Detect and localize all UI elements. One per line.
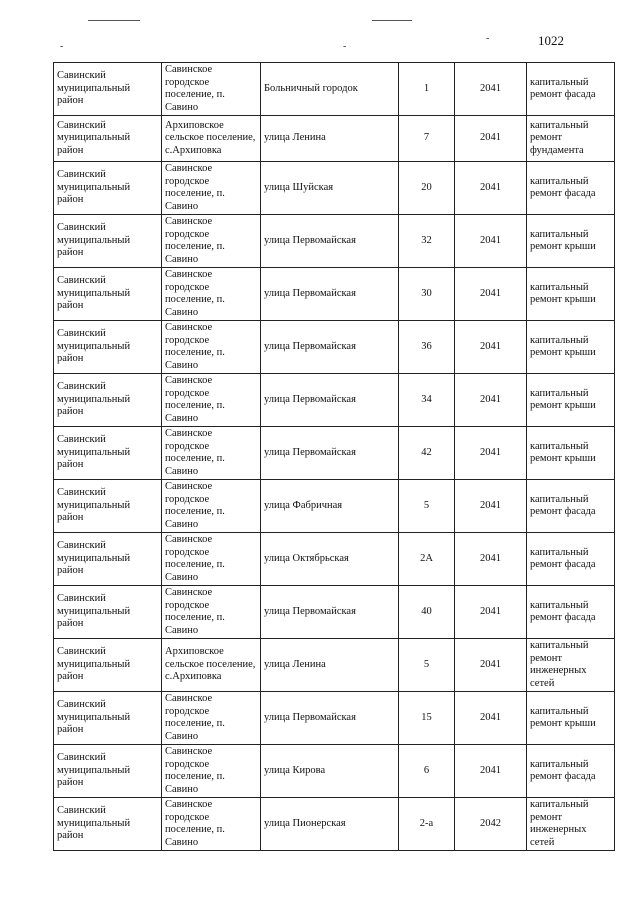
- street-cell: улица Октябрьская: [261, 533, 399, 586]
- table-row: [54, 63, 615, 116]
- table-row: [54, 798, 615, 851]
- house-number-cell: 40: [399, 586, 455, 639]
- street-cell: улица Первомайская: [261, 692, 399, 745]
- settlement-cell: Савинское городское поселение, п. Савино: [162, 586, 261, 639]
- street-cell: улица Ленина: [261, 116, 399, 162]
- street-cell: улица Кирова: [261, 745, 399, 798]
- work-type-cell: капитальный ремонт фасада: [527, 162, 615, 215]
- settlement-cell: Савинское городское поселение, п. Савино: [162, 533, 261, 586]
- work-type-cell: капитальный ремонт фасада: [527, 480, 615, 533]
- settlement-cell: Савинское городское поселение, п. Савино: [162, 745, 261, 798]
- scan-mark-mid: -: [343, 41, 347, 52]
- house-number-cell: 6: [399, 745, 455, 798]
- work-type-cell: капитальный ремонт фасада: [527, 533, 615, 586]
- year-cell: 2041: [455, 162, 527, 215]
- work-type-cell: капитальный ремонт фасада: [527, 586, 615, 639]
- house-number-cell: 5: [399, 480, 455, 533]
- settlement-cell: Савинское городское поселение, п. Савино: [162, 374, 261, 427]
- settlement-cell: Савинское городское поселение, п. Савино: [162, 480, 261, 533]
- street-cell: улица Первомайская: [261, 321, 399, 374]
- street-cell: улица Первомайская: [261, 586, 399, 639]
- year-cell: 2042: [455, 798, 527, 851]
- district-cell: Савинский муниципальный район: [54, 745, 162, 798]
- year-cell: 2041: [455, 374, 527, 427]
- house-number-cell: 36: [399, 321, 455, 374]
- year-cell: 2041: [455, 533, 527, 586]
- year-cell: 2041: [455, 692, 527, 745]
- street-cell: Больничный городок: [261, 63, 399, 116]
- page-number: 1022: [538, 33, 564, 48]
- district-cell: Савинский муниципальный район: [54, 586, 162, 639]
- table-row: [54, 533, 615, 586]
- work-type-cell: капитальный ремонт крыши: [527, 692, 615, 745]
- year-cell: 2041: [455, 639, 527, 692]
- street-cell: улица Ленина: [261, 639, 399, 692]
- table-row: [54, 480, 615, 533]
- table-row: [54, 692, 615, 745]
- house-number-cell: 20: [399, 162, 455, 215]
- scan-mark-right: -: [486, 33, 490, 44]
- street-cell: улица Пионерская: [261, 798, 399, 851]
- year-cell: 2041: [455, 268, 527, 321]
- district-cell: Савинский муниципальный район: [54, 692, 162, 745]
- district-cell: Савинский муниципальный район: [54, 480, 162, 533]
- settlement-cell: Архиповское сельское поселение, с.Архиповка: [162, 639, 261, 692]
- settlement-cell: Савинское городское поселение, п. Савино: [162, 427, 261, 480]
- year-cell: 2041: [455, 63, 527, 116]
- work-type-cell: капитальный ремонт фундамента: [527, 116, 615, 162]
- settlement-cell: Савинское городское поселение, п. Савино: [162, 268, 261, 321]
- work-type-cell: капитальный ремонт фасада: [527, 63, 615, 116]
- year-cell: 2041: [455, 427, 527, 480]
- table-row: [54, 215, 615, 268]
- header-rule-left: [88, 20, 140, 21]
- year-cell: 2041: [455, 480, 527, 533]
- table-row: [54, 745, 615, 798]
- work-type-cell: капитальный ремонт крыши: [527, 427, 615, 480]
- work-type-cell: капитальный ремонт фасада: [527, 745, 615, 798]
- work-type-cell: капитальный ремонт инженерных сетей: [527, 639, 615, 692]
- district-cell: Савинский муниципальный район: [54, 427, 162, 480]
- table-row: [54, 427, 615, 480]
- work-type-cell: капитальный ремонт крыши: [527, 321, 615, 374]
- work-type-cell: капитальный ремонт инженерных сетей: [527, 798, 615, 851]
- settlement-cell: Савинское городское поселение, п. Савино: [162, 798, 261, 851]
- settlement-cell: Архиповское сельское поселение, с.Архиповка: [162, 116, 261, 162]
- housing-repair-table: [53, 62, 615, 851]
- table-row: [54, 162, 615, 215]
- year-cell: 2041: [455, 116, 527, 162]
- district-cell: Савинский муниципальный район: [54, 162, 162, 215]
- house-number-cell: 32: [399, 215, 455, 268]
- district-cell: Савинский муниципальный район: [54, 374, 162, 427]
- work-type-cell: капитальный ремонт крыши: [527, 374, 615, 427]
- house-number-cell: 42: [399, 427, 455, 480]
- street-cell: улица Первомайская: [261, 374, 399, 427]
- street-cell: улица Фабричная: [261, 480, 399, 533]
- district-cell: Савинский муниципальный район: [54, 639, 162, 692]
- settlement-cell: Савинское городское поселение, п. Савино: [162, 215, 261, 268]
- district-cell: Савинский муниципальный район: [54, 63, 162, 116]
- street-cell: улица Первомайская: [261, 215, 399, 268]
- house-number-cell: 15: [399, 692, 455, 745]
- street-cell: улица Шуйская: [261, 162, 399, 215]
- settlement-cell: Савинское городское поселение, п. Савино: [162, 692, 261, 745]
- district-cell: Савинский муниципальный район: [54, 533, 162, 586]
- scan-mark-left: -: [60, 41, 64, 52]
- settlement-cell: Савинское городское поселение, п. Савино: [162, 162, 261, 215]
- street-cell: улица Первомайская: [261, 268, 399, 321]
- table-row: [54, 268, 615, 321]
- district-cell: Савинский муниципальный район: [54, 321, 162, 374]
- district-cell: Савинский муниципальный район: [54, 268, 162, 321]
- work-type-cell: капитальный ремонт крыши: [527, 268, 615, 321]
- table-row: [54, 639, 615, 692]
- settlement-cell: Савинское городское поселение, п. Савино: [162, 63, 261, 116]
- street-cell: улица Первомайская: [261, 427, 399, 480]
- work-type-cell: капитальный ремонт крыши: [527, 215, 615, 268]
- header-rule-right: [372, 20, 412, 21]
- house-number-cell: 34: [399, 374, 455, 427]
- house-number-cell: 1: [399, 63, 455, 116]
- house-number-cell: 2А: [399, 533, 455, 586]
- settlement-cell: Савинское городское поселение, п. Савино: [162, 321, 261, 374]
- house-number-cell: 7: [399, 116, 455, 162]
- year-cell: 2041: [455, 321, 527, 374]
- table-row: [54, 586, 615, 639]
- house-number-cell: 30: [399, 268, 455, 321]
- year-cell: 2041: [455, 215, 527, 268]
- district-cell: Савинский муниципальный район: [54, 798, 162, 851]
- district-cell: Савинский муниципальный район: [54, 116, 162, 162]
- table-row: [54, 116, 615, 162]
- year-cell: 2041: [455, 745, 527, 798]
- table-row: [54, 374, 615, 427]
- house-number-cell: 5: [399, 639, 455, 692]
- district-cell: Савинский муниципальный район: [54, 215, 162, 268]
- table-body: [54, 63, 615, 851]
- table-row: [54, 321, 615, 374]
- house-number-cell: 2-а: [399, 798, 455, 851]
- year-cell: 2041: [455, 586, 527, 639]
